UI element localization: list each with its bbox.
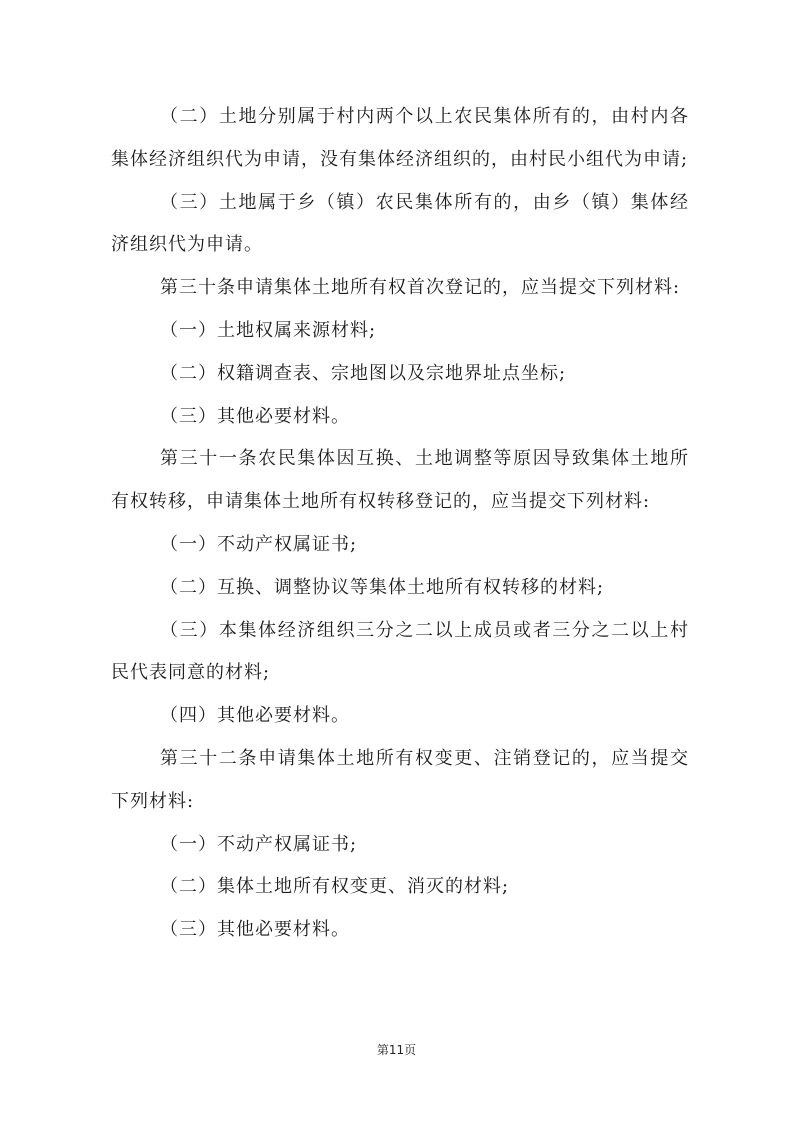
paragraph: （四）其他必要材料。 bbox=[160, 705, 350, 727]
paragraph: （一）不动产权属证书; bbox=[160, 833, 358, 855]
page-number: 第11页 bbox=[376, 1043, 417, 1057]
document-body bbox=[111, 96, 689, 952]
paragraph: 第三十条申请集体土地所有权首次登记的，应当提交下列材料: bbox=[160, 277, 681, 299]
paragraph: （三）土地属于乡（镇）农民集体所有的，由乡（镇）集体经济组织代为申请。 bbox=[111, 191, 689, 256]
paragraph: （三）本集体经济组织三分之二以上成员或者三分之二以上村民代表同意的材料; bbox=[111, 619, 689, 684]
paragraph: （一）土地权属来源材料; bbox=[160, 319, 377, 341]
paragraph: （二）互换、调整协议等集体土地所有权转移的材料; bbox=[160, 576, 605, 598]
paragraph: （二）土地分别属于村内两个以上农民集体所有的，由村内各集体经济组织代为申请，没有集体经济组织的，由村民小组代为申请; bbox=[111, 106, 689, 170]
paragraph: （三）其他必要材料。 bbox=[160, 919, 350, 941]
paragraph: （一）不动产权属证书; bbox=[160, 533, 358, 555]
paragraph: 第三十二条申请集体土地所有权变更、注销登记的，应当提交下列材料: bbox=[111, 747, 689, 812]
paragraph: （二）权籍调查表、宗地图以及宗地界址点坐标; bbox=[160, 362, 567, 384]
paragraph: （三）其他必要材料。 bbox=[160, 405, 350, 427]
paragraph: （二）集体土地所有权变更、消灭的材料; bbox=[160, 876, 510, 898]
paragraph: 第三十一条农民集体因互换、土地调整等原因导致集体土地所有权转移，申请集体土地所有权转移登记的，应当提交下列材料: bbox=[111, 448, 689, 513]
